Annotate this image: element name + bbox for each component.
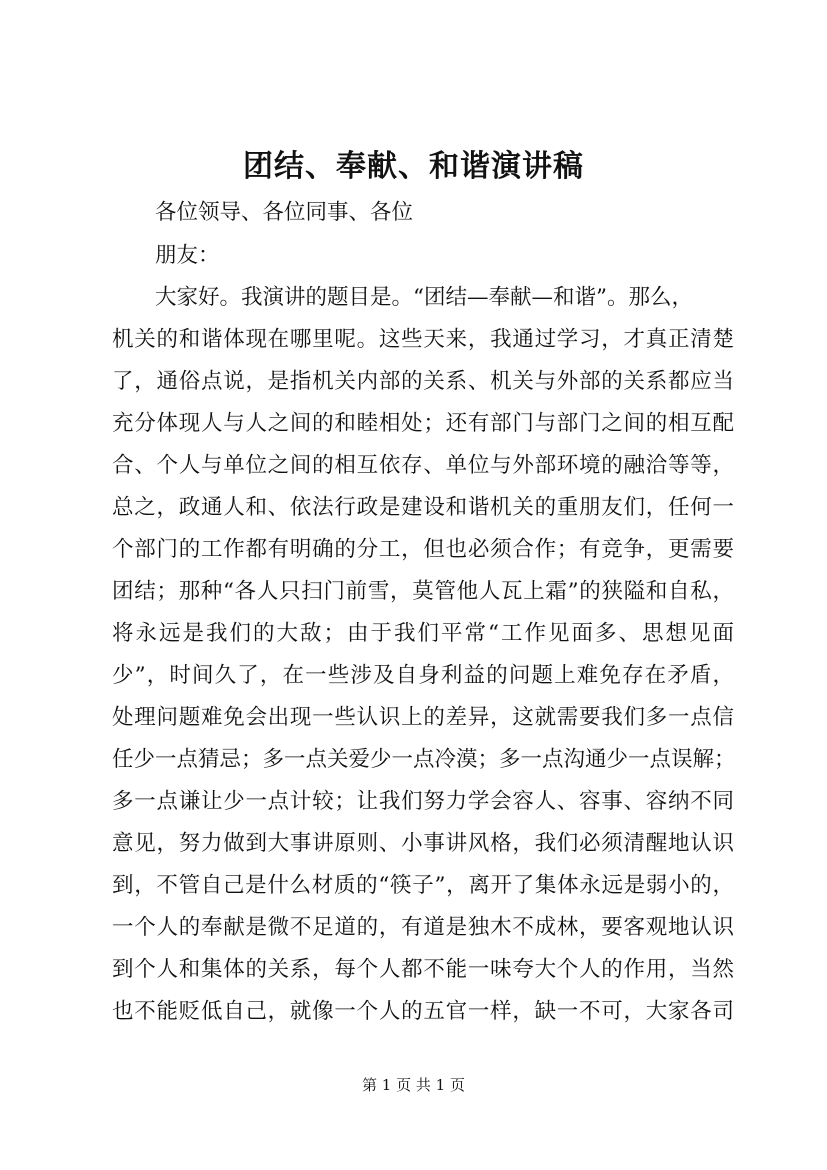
body-line: 充分体现人与人之间的和睦相处；还有部门与部门之间的相互配	[112, 411, 734, 436]
body-line: 一个人的奉献是微不足道的，有道是独木不成林，要客观地认识	[112, 915, 734, 940]
page-footer: 第 1 页 共 1 页	[362, 1076, 465, 1094]
document-title: 团结、奉献、和谐演讲稿	[243, 149, 584, 184]
body-line: 任少一点猜忌；多一点关爱少一点冷漠；多一点沟通少一点误解；	[112, 747, 736, 772]
body-line: 也不能贬低自己，就像一个人的五官一样，缺一不可，大家各司	[112, 999, 734, 1024]
opening-line: 大家好。我演讲的题目是。“团结—奉献—和谐”。那么，	[155, 285, 693, 310]
body-line: 了，通俗点说，是指机关内部的关系、机关与外部的关系都应当	[112, 369, 734, 394]
salutation-line-2: 朋友：	[155, 243, 220, 268]
body-line: 少”，时间久了，在一些涉及自身利益的问题上难免存在矛盾，	[112, 663, 734, 688]
salutation-line-1: 各位领导、各位同事、各位	[155, 200, 414, 225]
body-line: 总之，政通人和、依法行政是建设和谐机关的重朋友们，任何一	[112, 495, 734, 520]
body-line: 团结；那种“各人只扫门前雪，莫管他人瓦上霜”的狭隘和自私，	[112, 579, 734, 604]
body-line: 个部门的工作都有明确的分工，但也必须合作；有竞争，更需要	[112, 537, 734, 562]
body-line: 到个人和集体的关系，每个人都不能一味夸大个人的作用，当然	[112, 957, 734, 982]
body-line: 到，不管自己是什么材质的“筷子”，离开了集体永远是弱小的，	[112, 873, 734, 898]
body-line: 多一点谦让少一点计较；让我们努力学会容人、容事、容纳不同	[112, 789, 734, 814]
body-line: 处理问题难免会出现一些认识上的差异，这就需要我们多一点信	[112, 705, 734, 730]
body-line: 将永远是我们的大敌；由于我们平常“工作见面多、思想见面	[112, 621, 734, 646]
body-line: 机关的和谐体现在哪里呢。这些天来，我通过学习，才真正清楚	[112, 327, 734, 352]
body-line: 意见，努力做到大事讲原则、小事讲风格，我们必须清醒地认识	[112, 831, 734, 856]
body-line: 合、个人与单位之间的相互依存、单位与外部环境的融洽等等，	[112, 453, 734, 478]
